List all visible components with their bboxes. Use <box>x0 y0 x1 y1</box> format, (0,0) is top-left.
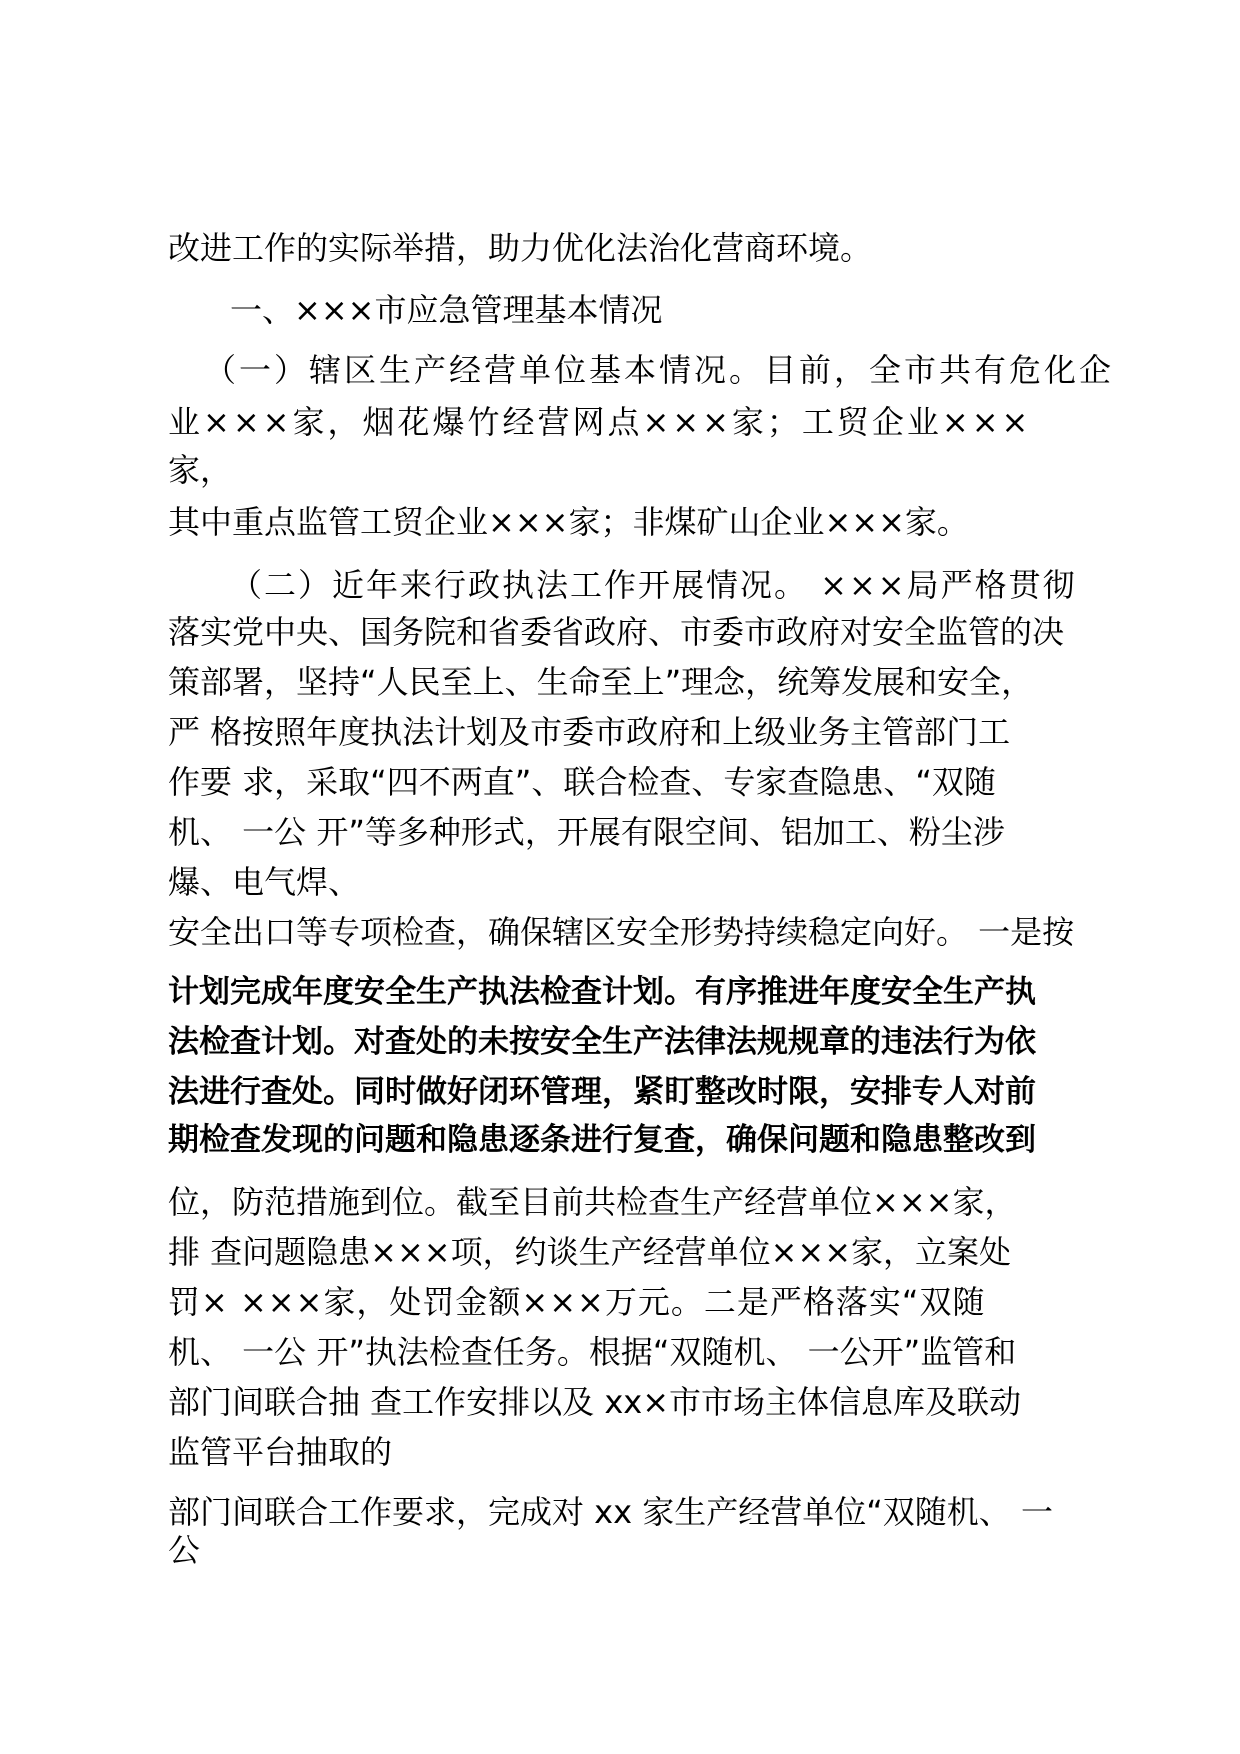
paragraph-line: 公 <box>168 1531 201 1569</box>
paragraph-line: 排 查问题隐患×××项，约谈生产经营单位×××家，立案处 <box>168 1233 1012 1271</box>
paragraph-line: 部门间联合抽 查工作安排以及 xx×市市场主体信息库及联动 <box>168 1383 1022 1421</box>
paragraph-line: 安全出口等专项检查，确保辖区安全形势持续稳定向好。 一是按 <box>168 913 1075 951</box>
subsection-heading-1: （一）辖区生产经营单位基本情况。目前，全市共有危化企 <box>204 351 1115 389</box>
paragraph-line: 机、 一公 开”等多种形式，开展有限空间、铝加工、粉尘涉 <box>168 813 1005 851</box>
bold-paragraph-line: 计划完成年度安全生产执法检查计划。有序推进年度安全生产执 <box>168 974 1036 1010</box>
paragraph-line: 落实党中央、国务院和省委省政府、市委市政府对安全监管的决 <box>168 613 1065 651</box>
paragraph-line: 作要 求，采取“四不两直”、联合检查、专家查隐患、“双随 <box>168 763 996 801</box>
paragraph-line: 机、 一公 开”执法检查任务。根据“双随机、 一公开”监管和 <box>168 1333 1017 1371</box>
bold-paragraph-line: 期检查发现的问题和隐患逐条进行复查，确保问题和隐患整改到 <box>168 1122 1036 1158</box>
bold-paragraph-line: 法检查计划。对查处的未按安全生产法律法规规章的违法行为依 <box>168 1024 1036 1060</box>
bold-paragraph-line: 法进行查处。同时做好闭环管理，紧盯整改时限，安排专人对前 <box>168 1074 1036 1110</box>
paragraph-line: 罚× ×××家，处罚金额×××万元。二是严格落实“双随 <box>168 1283 986 1321</box>
paragraph-line: 改进工作的实际举措，助力优化法治化营商环境。 <box>168 229 873 267</box>
paragraph-line: 监管平台抽取的 <box>168 1433 393 1471</box>
subsection-heading-2: （二）近年来行政执法工作开展情况。 ×××局严格贯彻 <box>230 566 1077 604</box>
paragraph-line: 其中重点监管工贸企业×××家；非煤矿山企业×××家。 <box>168 503 969 541</box>
paragraph-line: 位，防范措施到位。截至目前共检查生产经营单位×××家， <box>168 1183 1017 1221</box>
section-heading: 一、×××市应急管理基本情况 <box>230 291 663 329</box>
paragraph-line: 部门间联合工作要求，完成对 xx 家生产经营单位“双随机、 一 <box>168 1493 1053 1531</box>
paragraph-line: 业×××家，烟花爆竹经营网点×××家；工贸企业××× <box>168 403 1032 441</box>
paragraph-line: 策部署，坚持“人民至上、生命至上”理念，统筹发展和安全， <box>168 663 1034 701</box>
paragraph-line: 严 格按照年度执法计划及市委市政府和上级业务主管部门工 <box>168 713 1011 751</box>
paragraph-line: 家， <box>168 451 233 489</box>
paragraph-line: 爆、电气焊、 <box>168 863 361 901</box>
